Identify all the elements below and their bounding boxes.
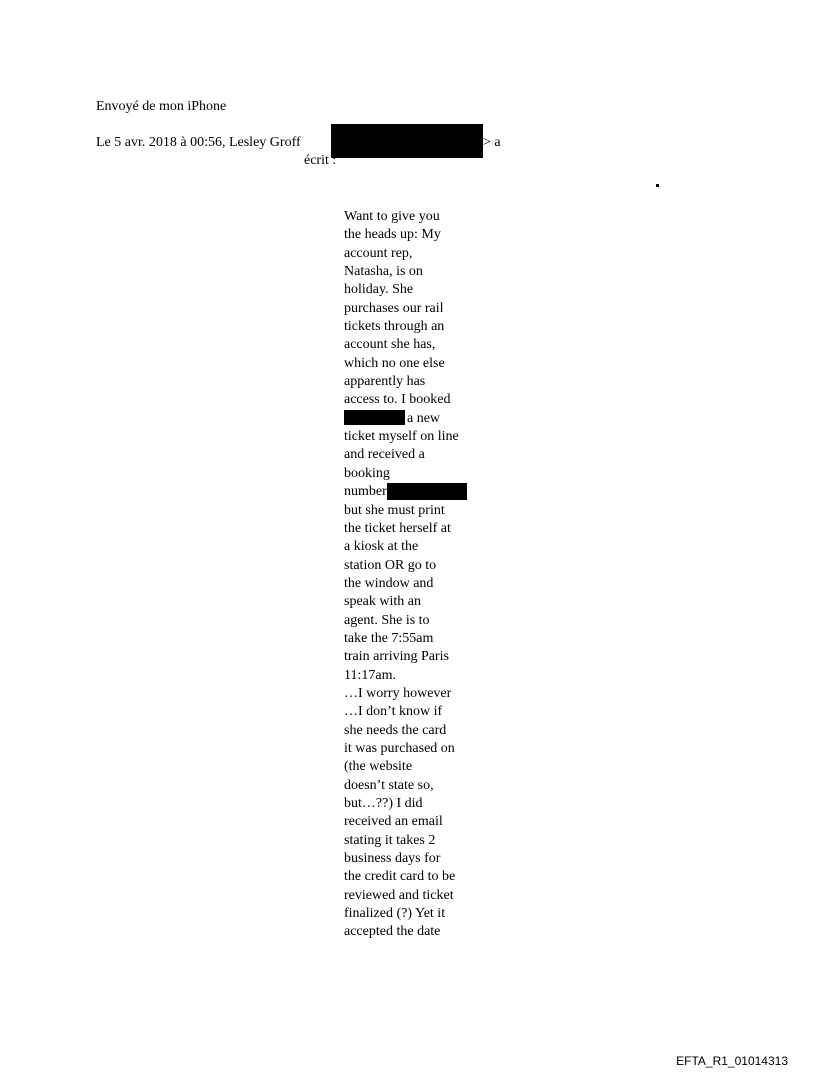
message-line: tickets through an bbox=[344, 319, 445, 335]
message-line: agent. She is to bbox=[344, 612, 430, 628]
message-line-text: a new bbox=[407, 410, 441, 426]
message-line: speak with an bbox=[344, 594, 421, 610]
message-line: she needs the card bbox=[344, 722, 447, 738]
message-line: the heads up: My bbox=[344, 227, 441, 243]
document-id: EFTA_R1_01014313 bbox=[676, 1054, 788, 1068]
quote-intro: Le 5 avr. 2018 à 00:56, Lesley Groff bbox=[96, 135, 301, 150]
message-line: and received a bbox=[344, 447, 425, 463]
message-line: …I don’t know if bbox=[344, 704, 443, 720]
redaction-booking-number bbox=[387, 483, 467, 500]
message-line: which no one else bbox=[344, 355, 445, 371]
sent-from-signature: Envoyé de mon iPhone bbox=[96, 99, 227, 114]
quote-suffix: > a bbox=[483, 135, 501, 150]
quote-suffix-line2: écrit : bbox=[304, 153, 337, 168]
message-line-with-redaction bbox=[344, 410, 484, 428]
message-line-with-redaction bbox=[344, 483, 484, 501]
message-line: account she has, bbox=[344, 337, 436, 353]
message-line: train arriving Paris bbox=[344, 649, 449, 665]
message-line: received an email bbox=[344, 814, 443, 830]
message-line: ticket myself on line bbox=[344, 429, 459, 445]
message-line: the credit card to be bbox=[344, 869, 456, 885]
redaction-block bbox=[344, 410, 405, 425]
message-line: account rep, bbox=[344, 245, 413, 261]
message-line: Natasha, is on bbox=[344, 264, 423, 280]
message-line: accepted the date bbox=[344, 924, 441, 940]
message-line: stating it takes 2 bbox=[344, 832, 436, 848]
message-line: doesn’t state so, bbox=[344, 777, 434, 793]
message-line: but…??) I did bbox=[344, 796, 423, 811]
message-line: it was purchased on bbox=[344, 740, 455, 756]
stray-mark bbox=[656, 184, 659, 187]
message-line: station OR go to bbox=[344, 557, 437, 573]
message-line: 11:17am. bbox=[344, 667, 396, 683]
message-line: holiday. She bbox=[344, 282, 414, 298]
message-line: (the website bbox=[344, 759, 413, 775]
redaction-email-address bbox=[331, 124, 483, 158]
message-line: but she must print bbox=[344, 502, 445, 518]
message-line: business days for bbox=[344, 851, 441, 867]
message-line: apparently has bbox=[344, 374, 426, 390]
message-line: the window and bbox=[344, 575, 434, 591]
message-line: purchases our rail bbox=[344, 300, 444, 316]
message-line: a kiosk at the bbox=[344, 539, 419, 555]
message-line: Want to give you bbox=[344, 209, 440, 224]
message-line: access to. I booked bbox=[344, 392, 451, 408]
message-line: finalized (?) Yet it bbox=[344, 906, 446, 922]
message-line: reviewed and ticket bbox=[344, 887, 454, 903]
message-body bbox=[344, 208, 484, 942]
message-line: booking bbox=[344, 465, 390, 481]
message-line: take the 7:55am bbox=[344, 630, 434, 646]
message-line: …I worry however bbox=[344, 685, 452, 701]
message-line-text: number bbox=[344, 484, 387, 500]
message-line: the ticket herself at bbox=[344, 520, 451, 536]
